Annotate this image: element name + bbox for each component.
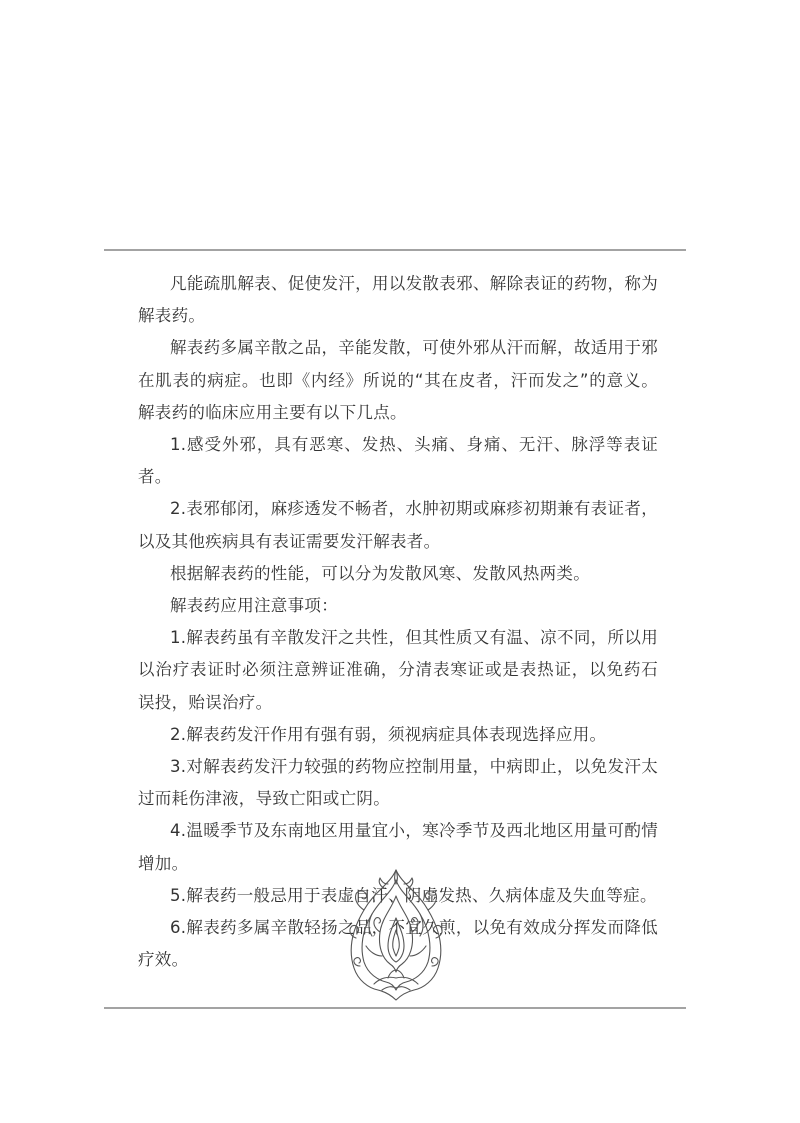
paragraph-classification: 根据解表药的性能，可以分为发散风寒、发散风热两类。 <box>170 563 590 583</box>
bottom-divider <box>104 1007 686 1009</box>
paragraph-precaution-6: 6.解表药多属辛散轻扬之品，不宜久煎，以免有效成分挥发而降低疗效。 <box>138 918 658 970</box>
paragraph-properties: 解表药多属辛散之品，辛能发散，可使外邪从汗而解，故适用于邪在肌表的病症。也即《内经》所说的“其在皮者，汗而发之”的意义。解表药的临床应用主要有以下几点。 <box>138 338 658 422</box>
paragraph-intro: 凡能疏肌解表、促使发汗，用以发散表邪、解除表证的药物，称为解表药。 <box>138 274 658 326</box>
paragraph-precaution-1: 1.解表药虽有辛散发汗之共性，但其性质又有温、凉不同，所以用以治疗表证时必须注意辨证准确，分清表寒证或是表热证，以免药石误投，贻误治疗。 <box>138 628 658 712</box>
paragraph-precaution-5: 5.解表药一般忌用于表虚自汗、阴虚发热、久病体虚及失血等症。 <box>170 885 657 905</box>
paragraph-precautions-heading: 解表药应用注意事项： <box>170 596 338 616</box>
paragraph-application-1: 1.感受外邪，具有恶寒、发热、头痛、身痛、无汗、脉浮等表证者。 <box>138 435 658 487</box>
paragraph-application-2: 2.表邪郁闭，麻疹透发不畅者，水肿初期或麻疹初期兼有表证者，以及其他疾病具有表证需要发汗解表者。 <box>138 499 658 551</box>
paragraph-precaution-2: 2.解表药发汗作用有强有弱，须视病症具体表现选择应用。 <box>170 724 607 744</box>
top-divider <box>104 249 686 251</box>
paragraph-precaution-3: 3.对解表药发汗力较强的药物应控制用量，中病即止，以免发汗太过而耗伤津液，导致亡阳或亡阴。 <box>138 757 658 809</box>
flame-lotus-ornament-icon <box>344 866 448 1002</box>
paragraph-precaution-4: 4.温暖季节及东南地区用量宜小，寒冷季节及西北地区用量可酌情增加。 <box>138 821 658 873</box>
